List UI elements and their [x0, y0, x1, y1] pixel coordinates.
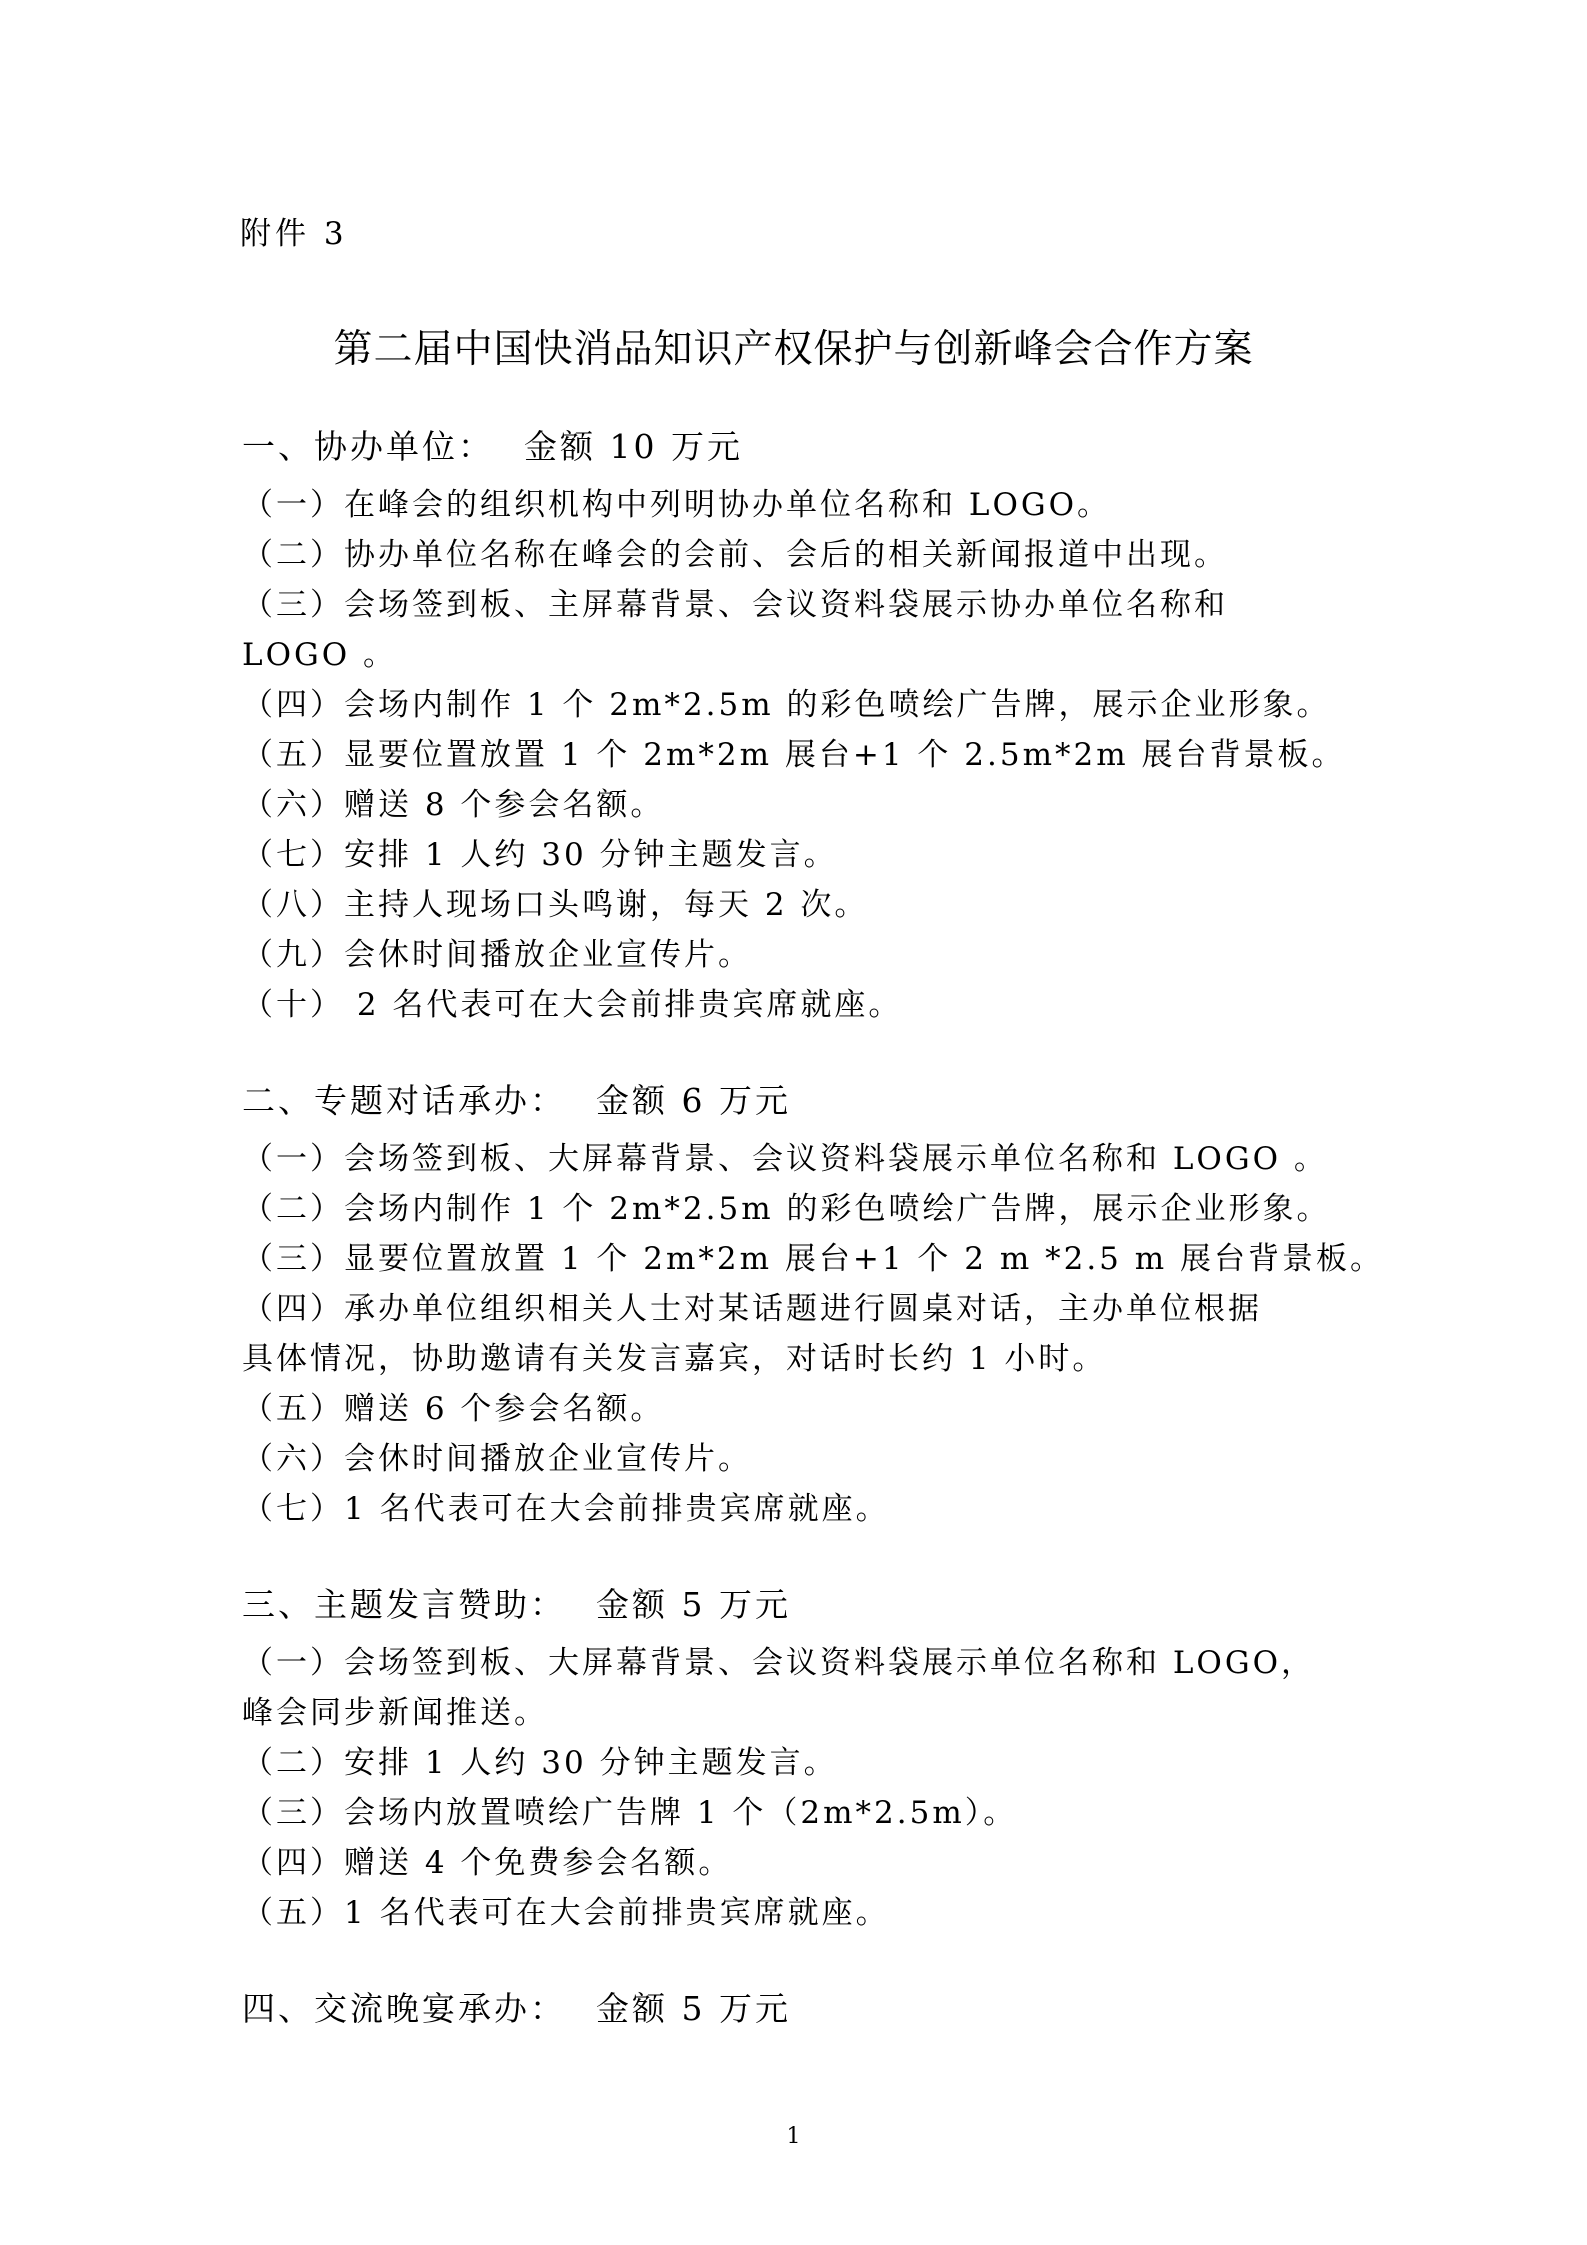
section-keynote-sponsor — [242, 1586, 1352, 1938]
list-item: （九）会休时间播放企业宣传片。 — [242, 937, 752, 973]
section-title: 二、专题对话承办： — [242, 1081, 566, 1120]
list-item: （六）会休时间播放企业宣传片。 — [242, 1441, 752, 1477]
section-title: 三、主题发言赞助： — [242, 1585, 566, 1624]
list-item: （二）协办单位名称在峰会的会前、会后的相关新闻报道中出现。 — [242, 537, 1228, 573]
list-item: （三）显要位置放置 1 个 2m*2m 展台+1 个 2 m *2.5 m 展台背景板。 — [242, 1241, 1385, 1277]
section-heading — [242, 1586, 1352, 1624]
section-amount: 金额 10 万元 — [524, 427, 743, 466]
list-item: （一）会场签到板、大屏幕背景、会议资料袋展示单位名称和 LOGO 。 — [242, 1141, 1328, 1177]
list-item: （七）1 名代表可在大会前排贵宾席就座。 — [242, 1491, 890, 1527]
list-item: （五）赠送 6 个参会名额。 — [242, 1391, 665, 1427]
section-item-list — [242, 1134, 1385, 1534]
list-item: （四）会场内制作 1 个 2m*2.5m 的彩色喷绘广告牌，展示企业形象。 — [242, 687, 1331, 723]
section-heading — [242, 1082, 1352, 1120]
attachment-label: 附件 3 — [240, 216, 348, 252]
section-topic-dialogue — [242, 1081, 1385, 1534]
section-co-organizer — [242, 428, 1352, 1030]
section-title: 一、协办单位： — [242, 427, 494, 466]
section-item-list — [242, 1638, 1352, 1938]
list-item-continuation: LOGO 。 — [242, 637, 398, 673]
list-item: （二）会场内制作 1 个 2m*2.5m 的彩色喷绘广告牌，展示企业形象。 — [242, 1191, 1331, 1227]
list-item: （三）会场内放置喷绘广告牌 1 个（2m*2.5m）。 — [242, 1795, 1018, 1831]
list-item: （六）赠送 8 个参会名额。 — [242, 787, 665, 823]
list-item: （七）安排 1 人约 30 分钟主题发言。 — [242, 837, 838, 873]
list-item: （四）承办单位组织相关人士对某话题进行圆桌对话，主办单位根据 — [242, 1291, 1262, 1327]
document-title: 第二届中国快消品知识产权保护与创新峰会合作方案 — [333, 327, 1254, 372]
section-amount: 金额 5 万元 — [596, 1585, 791, 1624]
list-item: （八）主持人现场口头鸣谢，每天 2 次。 — [242, 887, 869, 923]
list-item: （四）赠送 4 个免费参会名额。 — [242, 1845, 733, 1881]
list-item: （二）安排 1 人约 30 分钟主题发言。 — [242, 1745, 838, 1781]
section-dinner-host — [242, 1990, 1352, 2028]
list-item-continuation: 峰会同步新闻推送。 — [242, 1695, 548, 1731]
section-heading — [242, 1990, 1352, 2028]
section-item-list — [242, 480, 1352, 1030]
list-item: （一）在峰会的组织机构中列明协办单位名称和 LOGO。 — [242, 487, 1112, 523]
section-title: 四、交流晚宴承办： — [242, 1989, 566, 2028]
section-amount: 金额 6 万元 — [596, 1081, 791, 1120]
page-number: 1 — [786, 2124, 801, 2149]
section-amount: 金额 5 万元 — [596, 1989, 791, 2028]
list-item-continuation: 具体情况，协助邀请有关发言嘉宾，对话时长约 1 小时。 — [242, 1341, 1107, 1377]
list-item: （十） 2 名代表可在大会前排贵宾席就座。 — [242, 987, 903, 1023]
document-body — [242, 427, 1385, 2042]
list-item: （一）会场签到板、大屏幕背景、会议资料袋展示单位名称和 LOGO， — [242, 1645, 1316, 1681]
list-item: （五）显要位置放置 1 个 2m*2m 展台+1 个 2.5m*2m 展台背景板。 — [242, 737, 1346, 773]
list-item: （三）会场签到板、主屏幕背景、会议资料袋展示协办单位名称和 — [242, 587, 1228, 623]
section-heading — [242, 428, 1352, 466]
list-item: （五）1 名代表可在大会前排贵宾席就座。 — [242, 1895, 890, 1931]
